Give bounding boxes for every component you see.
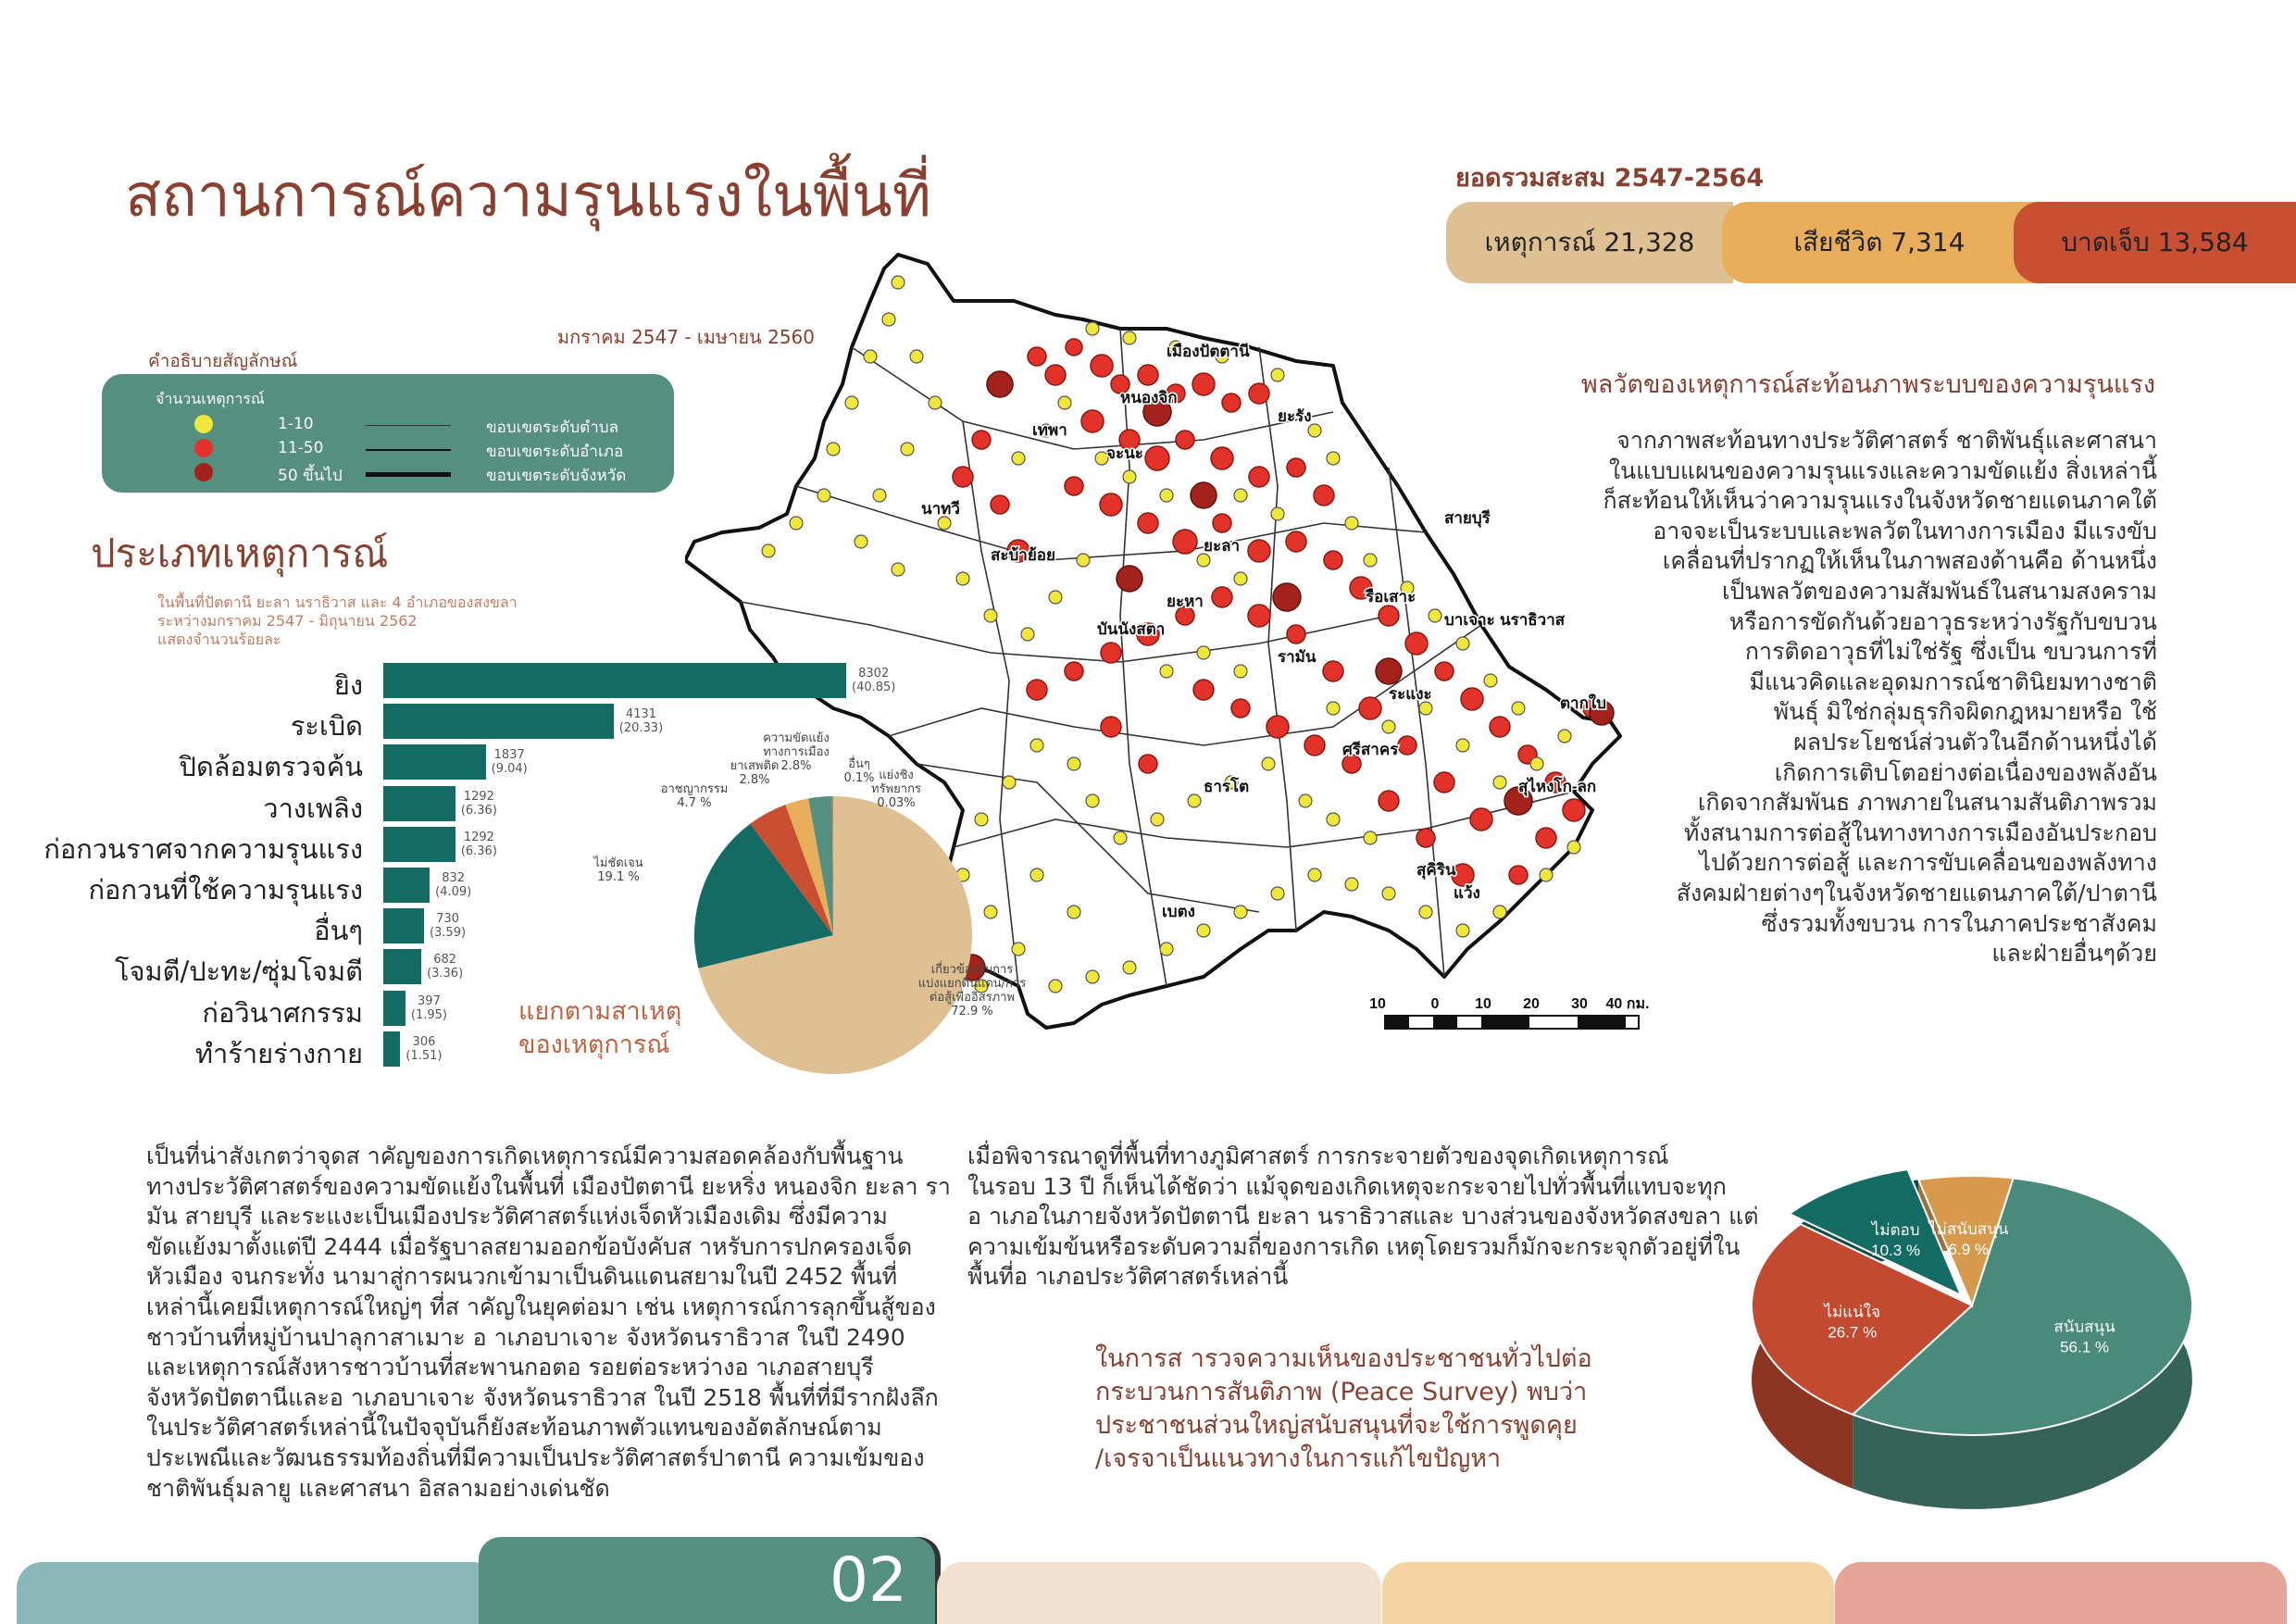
survey-line: /เจรจาเป็นแนวทางในการแก้ไขปัญหา [1095,1444,1502,1473]
bar-percent: (1.95) [410,1007,447,1022]
map-scale-bar [1369,996,1649,1029]
page-number: 02 [479,1537,935,1624]
map-body-line: เป็นพลวัตของความสัมพันธ์ในสนามสงคราม [1721,577,2157,605]
bar-percent: (9.04) [491,762,528,777]
incident-types-heading: ประเภทเหตุการณ์ [91,531,389,576]
place-label: เทพา [1032,421,1067,439]
bar-value: 8302 [858,667,890,681]
bar-category-label: วางเพลิง [263,792,363,824]
scale-tick: 20 [1523,996,1540,1012]
history-line: ชาวบ้านที่หมู่บ้านปาลุกาสาเมาะ อ าเภอบาเจาะ จังหวัดนราธิวาส ในปี 2490 [146,1323,905,1351]
bar-value-label [435,871,471,899]
bar-value-label [411,994,447,1022]
place-label: เมืองปัตตานี [1167,343,1250,360]
legend-dot-red [194,439,213,457]
survey-slice-label: 26.7 % [1828,1323,1878,1342]
history-line: ประเพณีและวัฒนธรรมท้องถิ่นที่มีความเป็นประวัติศาสตร์ปาตานี ความเข้มของ [146,1443,925,1471]
stat-incidents [1446,202,1733,283]
place-label: ยะลา [1204,537,1241,555]
note-line: แสดงจำนวนร้อยละ [157,631,281,648]
map-body-line: ในแบบแผนของความรุนแรงและความขัดแย้ง สิ่งเหล่านี้ [1608,456,2157,484]
place-label: เบตง [1162,903,1195,920]
legend-line-province [366,472,451,477]
stats-title: ยอดรวมสะสม 2547-2564 [1455,164,1765,193]
pie-slice-name: เกี่ยวข้องกับการ [930,963,1014,977]
bar-value: 1837 [493,748,525,763]
bar-percent: (6.36) [460,803,497,818]
legend-boundary-label: ขอบเขตระดับตำบล [486,418,618,437]
stat-injuries [2014,202,2296,283]
bar-category-label: อื่นๆ [314,915,363,947]
pie-slice-pct: 19.1 % [597,870,640,884]
survey-line: ในการส ารวจความเห็นของประชาชนทั่วไปต่อ [1095,1344,1592,1373]
page-title: สถานการณ์ความรุนแรงในพื้นที่ [125,162,931,231]
map-legend [102,374,674,493]
map-body-line: อาจจะเป็นระบบและพลวัตในทางการเมือง มีแรงขับ [1653,517,2157,544]
bar-category-label: ก่อวินาศกรรม [202,996,363,1029]
survey-slice-label: ไม่ตอบ [1871,1220,1920,1239]
scale-tick: 0 [1430,996,1440,1012]
survey-slice-label: 10.3 % [1871,1241,1921,1259]
survey-slice-label: ไม่แน่ใจ [1824,1303,1881,1321]
pie-slice-pct: 0.1% [843,771,875,785]
scale-tick: 30 [1571,996,1588,1012]
pie-slice-name: ต่อสู้เพื่ออิสรภาพ [929,991,1016,1005]
bar-value-label [461,831,497,858]
bar-value-label [852,667,895,694]
place-label: บาเจาะ [1444,611,1495,629]
legend-line-subdistrict [366,425,451,426]
cause-pie-caption [518,995,681,1062]
map-body-line: ผลประโยชน์ส่วนตัวในอีกด้านหนึ่งได้ [1793,728,2157,756]
footer-tab-1 [17,1562,498,1624]
bar-value-label [492,748,528,776]
place-label: จะนะ [1106,444,1143,462]
history-line: เหล่านี้เคยมีเหตุการณ์ใหญ่ๆ ที่ส าคัญในยุคต่อมา เช่น เหตุการณ์การลุกขึ้นสู้ของ [146,1293,936,1320]
survey-slice-label: สนับสนุน [2053,1318,2115,1336]
pie-slice-pct: 4.7 % [677,796,712,810]
map-body-line: หรือการขัดกันด้วยอาวุธระหว่างรัฐกับขบวน [1728,607,2157,635]
bar-category-label: ยิง [333,669,363,701]
place-label: รามัน [1278,648,1316,666]
bar-value-label [406,1035,442,1063]
map-section-body [1592,426,2157,969]
map-body-line: เกิดการเติบโตอย่างต่อเนื่องของพลังอัน [1774,758,2157,786]
place-label: สายบุรี [1444,509,1491,527]
legend-item-label: 1-10 [278,415,314,433]
pie-slice-name: ทรัพยากร [871,782,921,796]
bar-value-label [427,953,463,981]
history-line: จังหวัดปัตตานีและอ าเภอบาเจาะ จังหวัดนราธิวาส ในปี 2518 พื้นที่ที่มีรากฝังลึก [146,1383,939,1411]
bar [383,704,614,739]
bar-value-label [619,707,663,735]
history-line: ขัดแย้งมาตั้งแต่ปี 2444 เมื่อรัฐบาลสยามออกข้อบังคับส าหรับการปกครองเจ็ด [146,1232,913,1260]
bar-category-label: ทำร้ายร่างกาย [194,1037,363,1069]
geography-line: ในรอบ 13 ปี ก็เห็นได้ชัดว่า แม้จุดของเกิดเหตุจะกระจายไปทั่วพื้นที่แทบจะทุก [967,1172,1727,1200]
place-label: ธารโต [1204,778,1250,795]
place-label: หนองจิก [1120,389,1178,406]
stat-injuries-label: บาดเจ็บ 13,584 [2061,227,2249,257]
bar-percent: (1.51) [406,1048,443,1063]
geography-line: อ าเภอในภายจังหวัดปัตตานี ยะลา นราธิวาสและ บางส่วนของจังหวัดสงขลา แต่ [967,1203,1759,1230]
survey-pie-chart [1741,1157,2203,1509]
caption-line: ของเหตุการณ์ [518,1031,670,1059]
bar [383,663,846,698]
place-label: ศรีสาคร [1342,741,1399,758]
map-body-line: การติดอาวุธที่ไม่ใช่รัฐ ซึ่งเป็น ขบวนการที่ [1744,638,2157,666]
bar-category-label: โจมตี/ปะทะ/ซุ่มโจมตี [114,956,363,988]
pie-slice-label [563,856,674,884]
footer-tab-5 [1835,1562,2287,1624]
history-line: หัวเมือง จนกระทั่ง นามาสู่การผนวกเข้ามาเป็นดินแดนสยามในปี 2452 พื้นที่ [146,1263,898,1291]
pie-slice-pct: 72.9 % [951,1005,993,1018]
place-label: รือเสาะ [1366,588,1416,606]
survey-slice-label: 6.9 % [1948,1241,1990,1259]
history-line: ในประวัติศาสตร์เหล่านี้ในปัจจุบันก็ยังสะท้อนภาพตัวแทนของอัตลักษณ์ตาม [146,1414,882,1442]
pie-slice-name: แบ่งแยกดินแดน/การ [917,977,1027,991]
bar [383,908,424,943]
place-label: ยะหา [1167,593,1204,610]
bar [383,1031,400,1067]
bar-percent: (3.36) [427,967,464,981]
footer-tab-3 [937,1562,1381,1624]
legend-line-district [366,449,451,451]
pie-slice-pct: 0.03% [877,796,916,810]
stat-deaths-label: เสียชีวิต 7,314 [1793,227,1965,257]
legend-item-label: 11-50 [278,439,324,457]
bar-category-label: ปิดล้อมตรวจค้น [179,751,363,783]
bar-percent: (3.59) [429,926,467,941]
map-body-line: พันธุ์ มิใช่กลุ่มธุรกิจผิดกฎหมายหรือ ใช้ [1773,698,2157,726]
place-label: บันนังสตา [1097,620,1166,638]
bar [383,868,430,903]
pie-slice-label [917,963,1028,1018]
map-body-line: จากภาพสะท้อนทางประวัติศาสตร์ ชาติพันธุ์และศาสนา [1616,427,2157,454]
bar-value: 1292 [463,830,494,844]
survey-line: กระบวนการสันติภาพ (Peace Survey) พบว่า [1095,1378,1588,1406]
place-label: ตากใบ [1560,694,1606,712]
legend-count-label: จำนวนเหตุการณ์ [156,390,265,407]
map-body-line: และฝ่ายอื่นๆด้วย [1991,940,2157,968]
survey-line: ประชาชนส่วนใหญ่สนับสนุนที่จะใช้การพูดคุย [1095,1411,1578,1440]
pie-slice-pct: 2.8% [780,759,812,773]
scale-tick: 10 [1475,996,1491,1012]
bar-category-label: ก่อกวนราศจากความรุนแรง [44,832,363,865]
bar-percent: (40.85) [852,681,896,694]
bar [383,991,406,1026]
footer-tab-4 [1382,1562,1834,1624]
bar-value: 682 [433,953,457,968]
caption-line: แยกตามสาเหตุ [518,997,682,1026]
place-label: แว้ง [1454,884,1480,902]
history-line: และเหตุการณ์สังหารชาวบ้านที่สะพานกอตอ รอยต่อระหว่างอ าเภอสายบุรี [146,1354,874,1381]
legend-item-label: 50 ขึ้นไป [278,467,343,485]
pie-slice-name: อาชญากรรม [660,782,729,796]
map-body-line: ไปด้วยการต่อสู้ และการขับเคลื่อนของพลังทาง [1699,849,2157,877]
scale-tick: 40 กม. [1605,996,1650,1012]
history-line: มัน สายบุรี และระแงะเป็นเมืองประวัติศาสตร์แห่งเจ็ดหัวเมืองเดิม ซึ่งมีความ [146,1203,888,1230]
geography-line: พื้นที่อ าเภอประวัติศาสตร์เหล่านี้ [967,1263,1289,1291]
legend-title: คำอธิบายสัญลักษณ์ [148,351,298,371]
pie-slice-name: ยาเสพติด [730,759,780,773]
bar-value: 730 [436,912,459,927]
history-line: ชาติพันธุ์มลายู และศาสนา อิสลามอย่างเด่นชัด [146,1474,610,1502]
bar-value-label [430,912,466,940]
place-label: นาทวี [921,500,960,518]
map-body-line: ทั้งสนามการต่อสู้ในทางทางการเมืองอันประกอบ [1683,818,2157,846]
bar-category-label: ก่อกวนที่ใช้ความรุนแรง [88,874,363,906]
bar [383,786,455,821]
place-label: สุคิริน [1416,861,1456,879]
bar-value: 832 [442,871,466,885]
pie-slice-label [841,768,952,810]
map-body-line: เคลื่อนที่ปรากฏให้เห็นในภาพสองด้านคือ ด้านหนึ่ง [1662,547,2157,575]
pie-slice-name: ทางการเมือง [763,745,830,759]
bar-percent: (4.09) [435,885,472,899]
bar-value-label [461,790,497,818]
bar [383,744,486,780]
history-line: ทางประวัติศาสตร์ของความขัดแย้งในพื้นที่ เมืองปัตตานี ยะหริ่ง หนองจิก ยะลา รา [146,1172,951,1200]
bar-percent: (20.33) [618,721,664,736]
history-paragraph [146,1142,951,1504]
incident-types-note [157,593,518,649]
pie-slice-pct: 2.8% [739,773,770,787]
scale-tick: 10 [1369,996,1386,1012]
history-line: เป็นที่น่าสังเกตว่าจุดส าคัญของการเกิดเหตุการณ์มีความสอดคล้องกับพื้นฐาน [146,1143,904,1169]
place-label: นราธิวาส [1500,611,1566,629]
map-body-line: เกิดจากสัมพันธ ภาพภายในสนามสันติภาพรวม [1697,789,2157,817]
map-date-range: มกราคม 2547 - เมษายน 2560 [556,326,815,348]
geography-paragraph [967,1142,1759,1293]
legend-boundary-label: ขอบเขตระดับอำเภอ [486,443,624,461]
place-label: ยะรัง [1278,407,1312,425]
bar [383,949,421,984]
stat-incidents-label: เหตุการณ์ 21,328 [1484,227,1695,257]
note-line: ระหว่างมกราคม 2547 - มิถุนายน 2562 [157,612,418,630]
bar-category-label: ระเบิด [290,710,363,743]
bar-value: 397 [418,993,441,1008]
pie-slice-name: แย่งชิง [879,768,914,782]
map-body-line: สังคมฝ่ายต่างๆในจังหวัดชายแดนภาคใต้/ปาตานี [1676,879,2157,906]
survey-slice-label: 56.1 % [2060,1338,2110,1356]
bar-value: 4131 [625,707,657,722]
map-body-line: ซึ่งรวมทั้งขบวน การในภาคประชาสังคม [1761,909,2157,937]
place-label: ระแงะ [1389,685,1432,703]
map-body-line: ก็สะท้อนให้เห็นว่าความรุนแรงในจังหวัดชายแดนภาคใต้ [1603,487,2157,515]
legend-boundary-label: ขอบเขตระดับจังหวัด [486,467,627,485]
bar-value: 1292 [463,789,494,804]
bar-value: 306 [412,1034,436,1049]
pie-slice-name: ไม่ชัดเจน [593,856,643,870]
pie-slice-name: อื่นๆ [848,757,870,771]
map-body-line: มีแนวคิดและอุดมการณ์ชาตินิยมทางชาติ [1749,668,2157,695]
geography-line: เมื่อพิจารณาดูที่พื้นที่ทางภูมิศาสตร์ การกระจายตัวของจุดเกิดเหตุการณ์ [967,1143,1669,1169]
survey-paragraph [1095,1343,1614,1476]
survey-slice-label: ไม่สนับสนุน [1928,1220,2009,1239]
legend-dot-yellow [194,415,213,433]
cause-pie-chart [676,778,991,1093]
pie-slice-name: ความขัดแย้ง [763,731,830,745]
bar-percent: (6.36) [460,843,497,858]
bar [383,827,455,862]
geography-line: ความเข้มข้นหรือระดับความถี่ของการเกิด เหตุโดยรวมก็มักจะกระจุกตัวอยู่ที่ใน [967,1232,1741,1260]
place-label: สะบ้าย้อย [991,546,1055,564]
stat-deaths [1722,202,2037,283]
incident-type-bar-chart [0,0,1,1]
legend-dot-darkred [194,463,213,481]
place-label: สุไหงโก-ลก [1518,778,1597,795]
note-line: ในพื้นที่ปัตตานี ยะลา นราธิวาส และ 4 อำเภอของสงขลา [157,593,518,611]
map-section-title: พลวัตของเหตุการณ์สะท้อนภาพระบบของความรุนแรง [1580,370,2155,399]
